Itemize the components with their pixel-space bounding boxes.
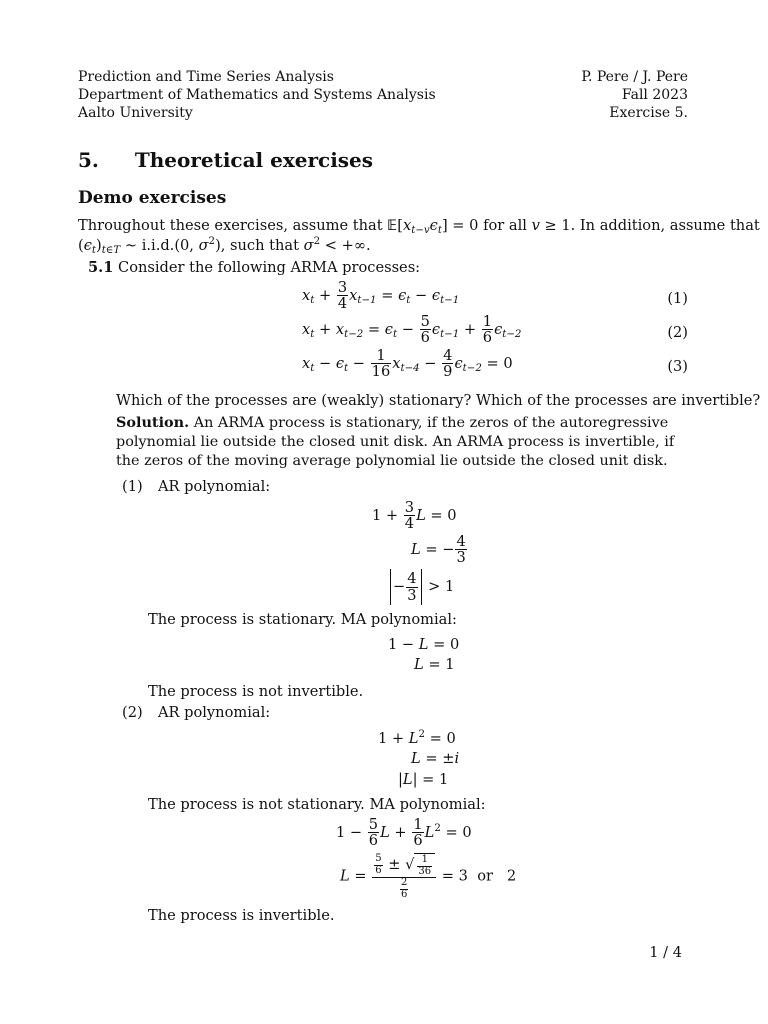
case-2-ar-eq-1: $1 + L^2 = 0$ (378, 729, 456, 747)
case-2-ma-eq-2: L = $\frac{5}{6}$ ± √ $\frac{1}{36}$ $\frac{2}{6}$ = 3 or 2 (340, 853, 517, 900)
section-title (78, 148, 373, 172)
case-1-heading: (1) AR polynomial: (122, 478, 271, 495)
term: Fall 2023 (621, 87, 688, 103)
equation-1: $x_t$ + $\frac{3}{4}$ $x_{t-1} = \epsilon_t - \epsilon_{t-1}$ (302, 279, 460, 313)
intro-line-1: Throughout these exercises, assume that $𝔼[x_{t-v}\epsilon_t] = 0$ for all v ≥ 1. In addition, assume that (78, 217, 760, 236)
or-word: or (477, 867, 493, 885)
equation-3-label: (3) (667, 358, 688, 375)
subsection-title: Demo exercises (78, 188, 227, 208)
problem-statement: 5.1 Consider the following ARMA processes: (88, 259, 421, 276)
case-2-ar-eq-2: L = ±i (411, 750, 460, 767)
case-1-ar-eq-2: L = − $\frac{4}{3}$ (411, 533, 466, 567)
case-1-ma-eq-2: L = 1 (414, 656, 455, 673)
equation-1-label: (1) (667, 290, 688, 307)
case-1-ar-conclusion: The process is stationary. MA polynomial: (148, 611, 457, 628)
header-right (581, 68, 688, 122)
problem-question: Which of the processes are (weakly) stationary? Which of the processes are invertible? (116, 392, 761, 409)
case-1-ma-conclusion: The process is not invertible. (148, 683, 364, 700)
intro-line-2: $(\epsilon_t)_{t\in T}$ ∼ i.i.d.(0, $\sigma^2$), such that $\sigma^2$ < +∞. (78, 236, 371, 256)
case-1-ma-eq-1: 1 − L = 0 (388, 636, 460, 653)
equation-2-label: (2) (667, 324, 688, 341)
solution-paragraph: Solution. An ARMA process is stationary, if the zeros of the autoregressive polynomial lie outside the closed unit disk. An ARMA process is invertible, if the zeros of the moving average polynomial lie outside the closed unit disk. (116, 414, 675, 469)
page-number: 1 / 4 (649, 944, 682, 961)
case-1-ar-eq-3: − $\frac{4}{3}$ > 1 (388, 569, 454, 605)
equation-2: $x_t + x_{t-2} = \epsilon_t$ − $\frac{5}{6}$ $\epsilon_{t-1}$ + $\frac{1}{6}$ $\epsilon_{t-2}$ (302, 313, 522, 347)
exercise-number: Exercise 5. (609, 105, 688, 121)
case-2-ar-eq-3: |L| = 1 (398, 771, 449, 788)
department: Department of Mathematics and Systems Analysis (78, 87, 436, 103)
course-title: Prediction and Time Series Analysis (78, 69, 334, 85)
case-2-heading: (2) AR polynomial: (122, 704, 271, 721)
section-heading: Theoretical exercises (134, 148, 374, 172)
university: Aalto University (78, 105, 193, 121)
case-2-ar-conclusion: The process is not stationary. MA polynomial: (148, 796, 486, 813)
section-number: 5. (78, 148, 99, 172)
equation-3: $x_t - \epsilon_t$ − $\frac{1}{16}$ $x_{t-4}$ − $\frac{4}{9}$ $\epsilon_{t-2} = 0$ (302, 347, 513, 381)
solution-label: Solution. (116, 414, 190, 431)
authors: P. Pere / J. Pere (581, 69, 688, 85)
problem-number: 5.1 (88, 259, 114, 276)
case-2-ma-eq-1: 1 − $\frac{5}{6}$ L + $\frac{1}{6}$ $L^2 = 0$ (336, 816, 472, 850)
case-2-ma-conclusion: The process is invertible. (148, 907, 335, 924)
header-left (78, 68, 436, 122)
case-1-ar-eq-1: 1 + $\frac{3}{4}$ L = 0 (372, 499, 457, 533)
